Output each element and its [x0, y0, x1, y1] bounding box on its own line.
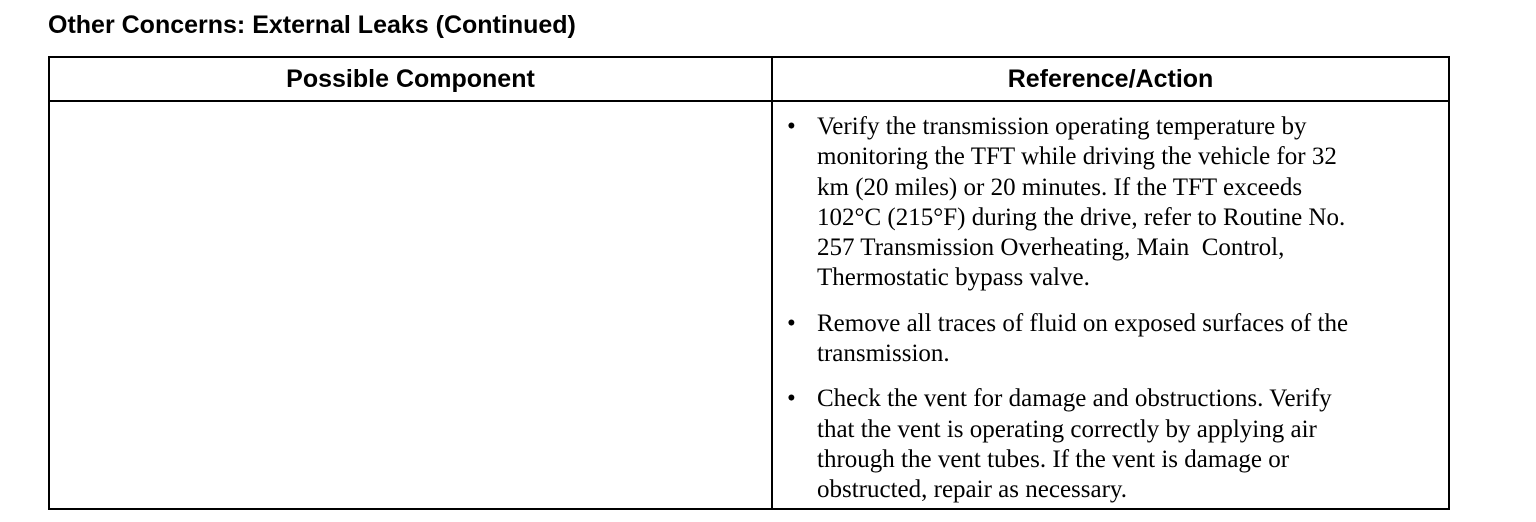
action-item-remove-fluid — [787, 309, 1438, 370]
reference-table — [48, 56, 1450, 510]
action-text-line: through the vent tubes. If the vent is damage or — [817, 445, 1290, 473]
reference-action-cell — [772, 101, 1449, 509]
column-header-possible-component: Possible Component — [49, 57, 772, 101]
action-text-line: 257 Transmission Overheating, Main Control, — [817, 234, 1285, 262]
table-row — [49, 101, 1449, 509]
action-text-line: Check the vent for damage and obstructions. Verify — [817, 385, 1332, 413]
bullet-icon: • — [787, 309, 796, 337]
table-header-row — [49, 57, 1449, 101]
action-text — [817, 384, 1438, 505]
action-text-line: obstructed, repair as necessary. — [817, 476, 1128, 504]
bullet-icon: • — [787, 385, 796, 413]
column-header-reference-action: Reference/Action — [772, 57, 1449, 101]
page-title: Other Concerns: External Leaks (Continued) — [48, 11, 576, 39]
action-text-line: km (20 miles) or 20 minutes. If the TFT exceeds — [817, 173, 1303, 201]
action-item-check-vent — [787, 384, 1438, 505]
action-text-line: Verify the transmission operating temperature by — [817, 113, 1307, 140]
action-list — [773, 102, 1448, 506]
possible-component-cell — [49, 101, 772, 509]
action-item-verify-temperature — [787, 112, 1438, 294]
action-text — [817, 112, 1438, 294]
action-text-line: transmission. — [817, 340, 950, 368]
action-text-line: that the vent is operating correctly by applying air — [817, 415, 1317, 443]
action-text-line: 102°C (215°F) during the drive, refer to Routine No. — [817, 203, 1346, 231]
action-text — [817, 309, 1438, 370]
bullet-icon: • — [787, 113, 796, 140]
action-text-line: Thermostatic bypass valve. — [817, 264, 1090, 292]
action-text-line: monitoring the TFT while driving the vehicle for 32 — [817, 143, 1337, 171]
action-text-line: Remove all traces of fluid on exposed surfaces of the — [817, 309, 1349, 337]
